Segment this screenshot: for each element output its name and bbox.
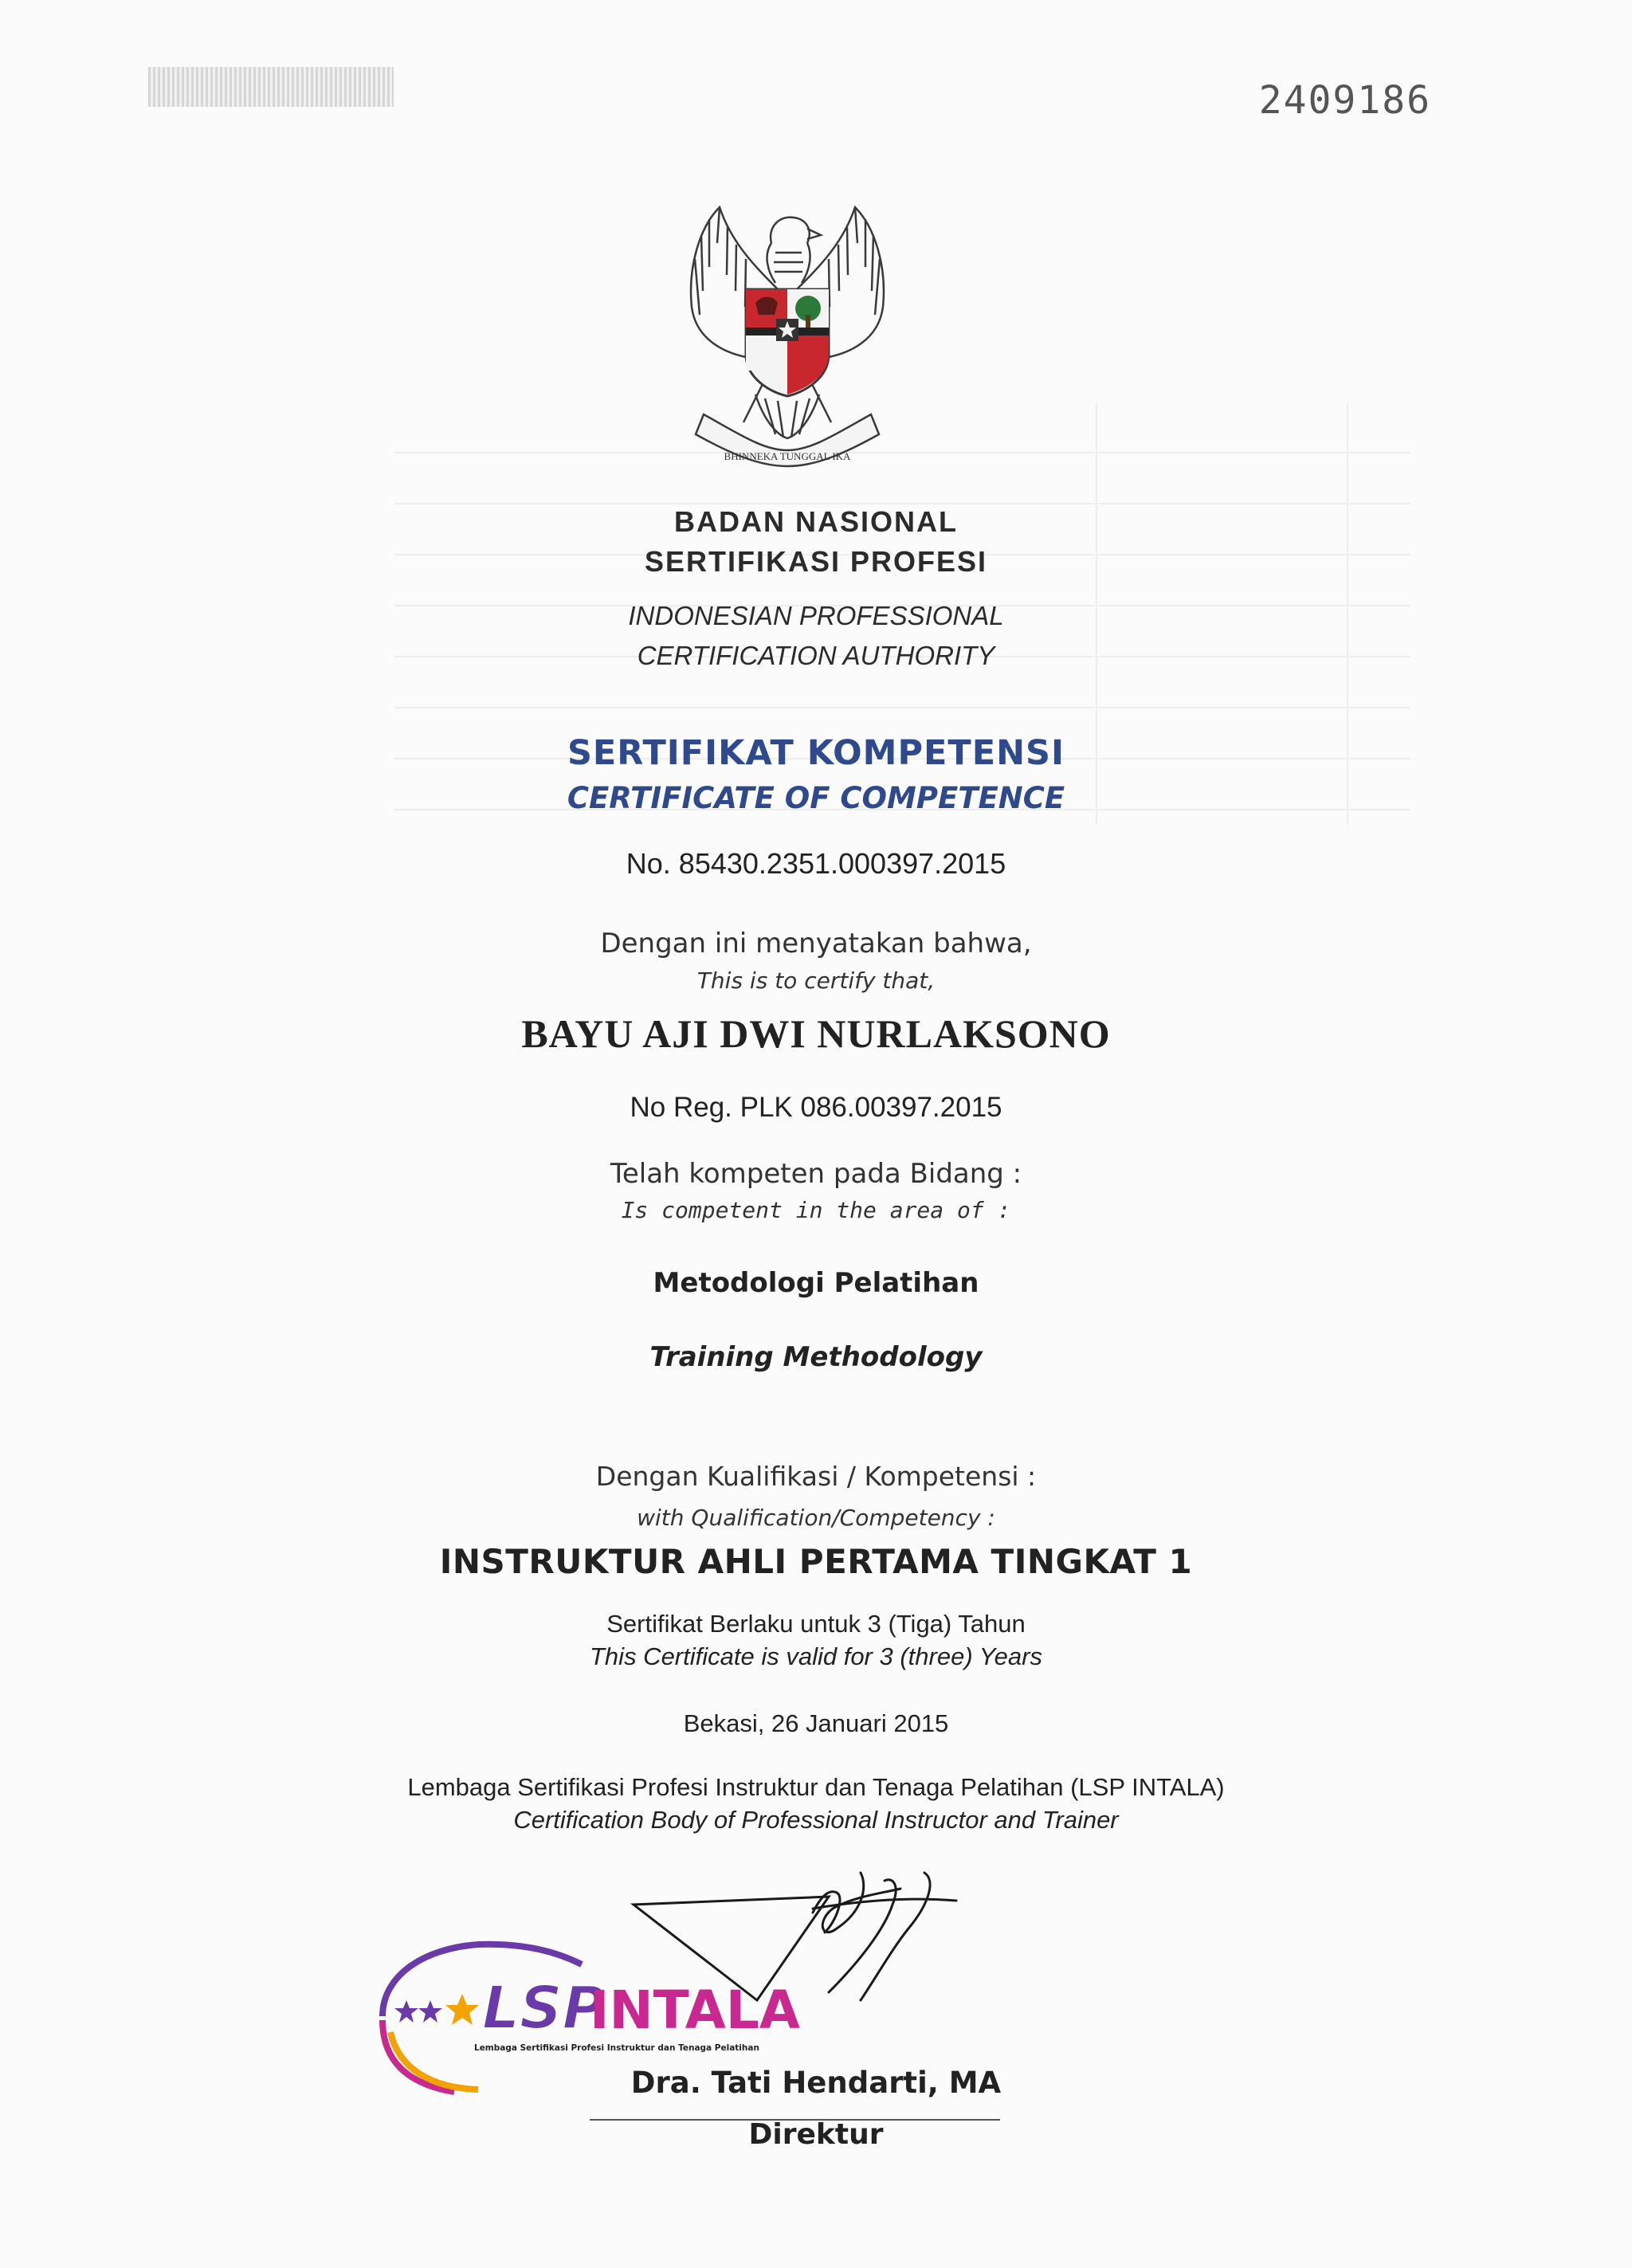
authority-line-2: SERTIFIKASI PROFESI	[644, 545, 988, 578]
authority-line-3: INDONESIAN PROFESSIONAL	[628, 601, 1004, 630]
qualification-label: Dengan Kualifikasi / Kompetensi :	[595, 1461, 1037, 1492]
validity-en: This Certificate is valid for 3 (three) Years	[590, 1642, 1042, 1670]
holder-name: BAYU AJI DWI NURLAKSONO	[521, 1011, 1111, 1056]
authority-header	[0, 502, 1632, 582]
garuda-emblem-icon	[644, 195, 931, 474]
signatory-title: Direktur	[748, 2118, 884, 2151]
validity: Sertifikat Berlaku untuk 3 (Tiga) Tahun	[606, 1610, 1026, 1638]
competence-area: Metodologi Pelatihan	[653, 1267, 979, 1299]
authority-header-en	[0, 596, 1632, 676]
area-label: Telah kompeten pada Bidang :	[610, 1158, 1022, 1190]
serial-number: 2409186	[1258, 78, 1431, 123]
statement: Dengan ini menyatakan bahwa,	[600, 928, 1032, 959]
star-icon	[418, 2000, 442, 2023]
certificate-title: SERTIFIKAT KOMPETENSI	[567, 733, 1065, 773]
certificate-number: No. 85430.2351.000397.2015	[626, 847, 1006, 880]
qualification: INSTRUKTUR AHLI PERTAMA TINGKAT 1	[439, 1542, 1193, 1581]
statement-en: This is to certify that,	[696, 967, 936, 994]
star-icon	[445, 1994, 479, 2025]
logo-tagline: Lembaga Sertifikasi Profesi Instruktur dan Tenaga Pelatihan	[474, 2043, 759, 2053]
competence-area-en: Training Methodology	[649, 1341, 983, 1373]
logo-intala-text: INTALA	[590, 1980, 800, 2041]
certification-body-en: Certification Body of Professional Instructor and Trainer	[513, 1806, 1119, 1834]
authority-line-1: BADAN NASIONAL	[674, 505, 958, 538]
place-date: Bekasi, 26 Januari 2015	[683, 1709, 949, 1737]
certificate-title-en: CERTIFICATE OF COMPETENCE	[567, 781, 1065, 815]
certification-body: Lembaga Sertifikasi Profesi Instruktur dan Tenaga Pelatihan (LSP INTALA)	[407, 1773, 1225, 1801]
registration-number: No Reg. PLK 086.00397.2015	[630, 1092, 1002, 1123]
authority-line-4: CERTIFICATION AUTHORITY	[637, 641, 995, 670]
signatory-name: Dra. Tati Hendarti, MA	[630, 2066, 1002, 2100]
barcode-strip	[148, 67, 394, 107]
area-label-en: Is competent in the area of :	[621, 1197, 1011, 1223]
signature	[622, 1865, 972, 2032]
qualification-label-en: with Qualification/Competency :	[637, 1505, 995, 1531]
logo-lsp-text: LSP	[482, 1974, 606, 2042]
emblem-motto: BHINNEKA TUNGGAL IKA	[724, 450, 851, 462]
star-icon	[394, 2000, 418, 2023]
